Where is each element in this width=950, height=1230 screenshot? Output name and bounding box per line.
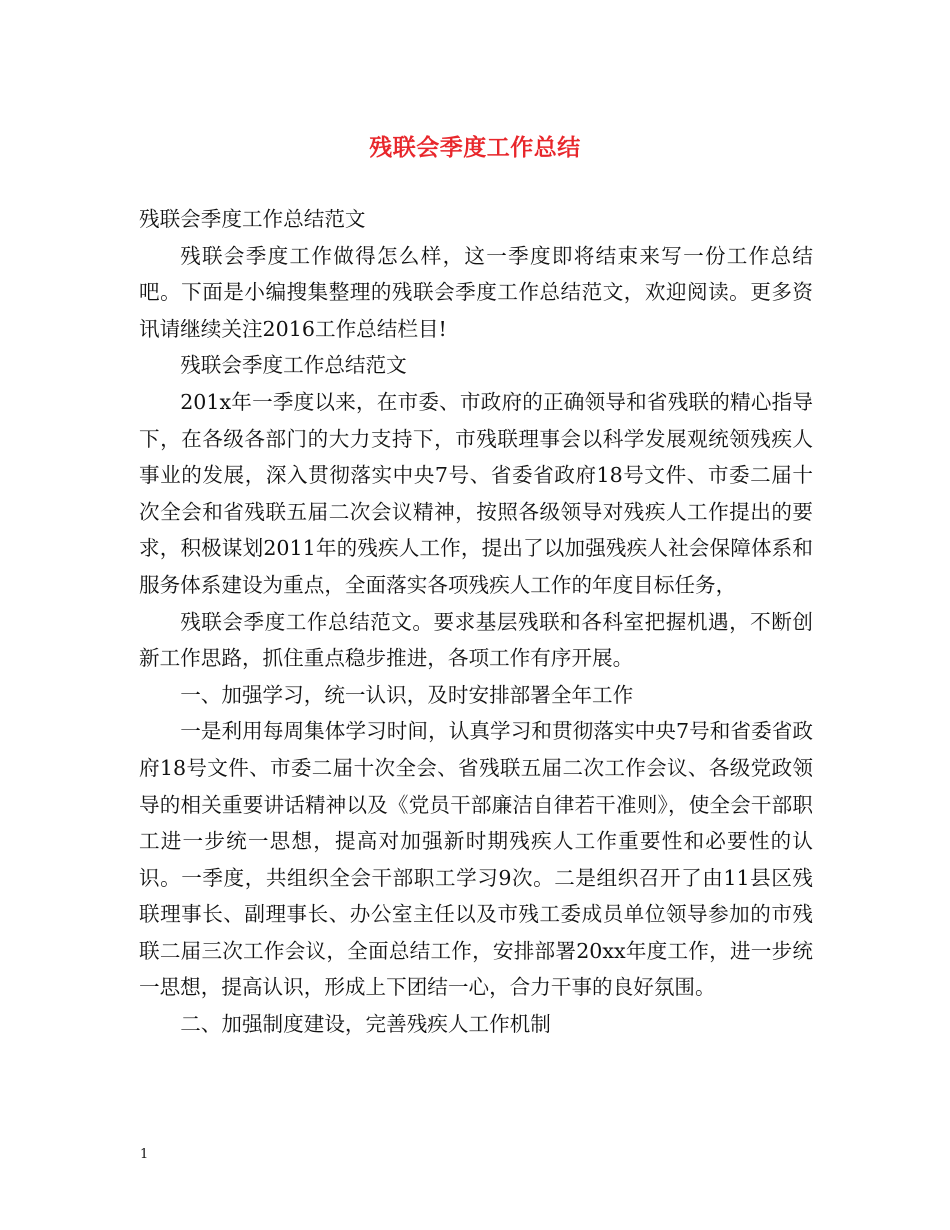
- page-number: 1: [140, 1147, 149, 1162]
- paragraph: 残联会季度工作做得怎么样，这一季度即将结束来写一份工作总结吧。下面是小编搜集整理的残联会季度工作总结范文，欢迎阅读。更多资讯请继续关注2016工作总结栏目!: [139, 243, 813, 341]
- paragraph: 残联会季度工作总结范文: [180, 353, 407, 378]
- section-heading: 一、加强学习，统一认识，及时安排部署全年工作: [180, 682, 634, 707]
- paragraph: 残联会季度工作总结范文: [139, 207, 366, 231]
- section-heading: 二、加强制度建设，完善残疾人工作机制: [180, 1012, 551, 1037]
- paragraph: 残联会季度工作总结范文。要求基层残联和各科室把握机遇，不断创新工作思路，抓住重点稳步推进，各项工作有序开展。: [139, 609, 813, 671]
- paragraph: 一是利用每周集体学习时间，认真学习和贯彻落实中央7号和省委省政府18号文件、市委二届十次全会、省残联五届二次工作会议、各级党政领导的相关重要讲话精神以及《党员干部廉洁自律若干准则》，使全会干部职工进一步统一思想，提高对加强新时期残疾人工作重要性和必要性的认识。一季度，共组织全会干部职工学习9次。二是组织召开了由11县区残联理事长、副理事长、办公室主任以及市残工委成员单位领导参加的市残联二届三次工作会议，全面总结工作，安排部署20xx年度工作，进一步统一思想，提高认识，形成上下团结一心，合力干事的良好氛围。: [139, 719, 813, 1000]
- document-body: [139, 201, 813, 1043]
- document-title: 残联会季度工作总结: [369, 134, 581, 161]
- paragraph: 201x年一季度以来，在市委、市政府的正确领导和省残联的精心指导下，在各级各部门的大力支持下，市残联理事会以科学发展观统领残疾人事业的发展，深入贯彻落实中央7号、省委省政府18号文件、市委二届十次全会和省残联五届二次会议精神，按照各级领导对残疾人工作提出的要求，积极谋划2011年的残疾人工作，提出了以加强残疾人社会保障体系和服务体系建设为重点，全面落实各项残疾人工作的年度目标任务，: [139, 389, 813, 597]
